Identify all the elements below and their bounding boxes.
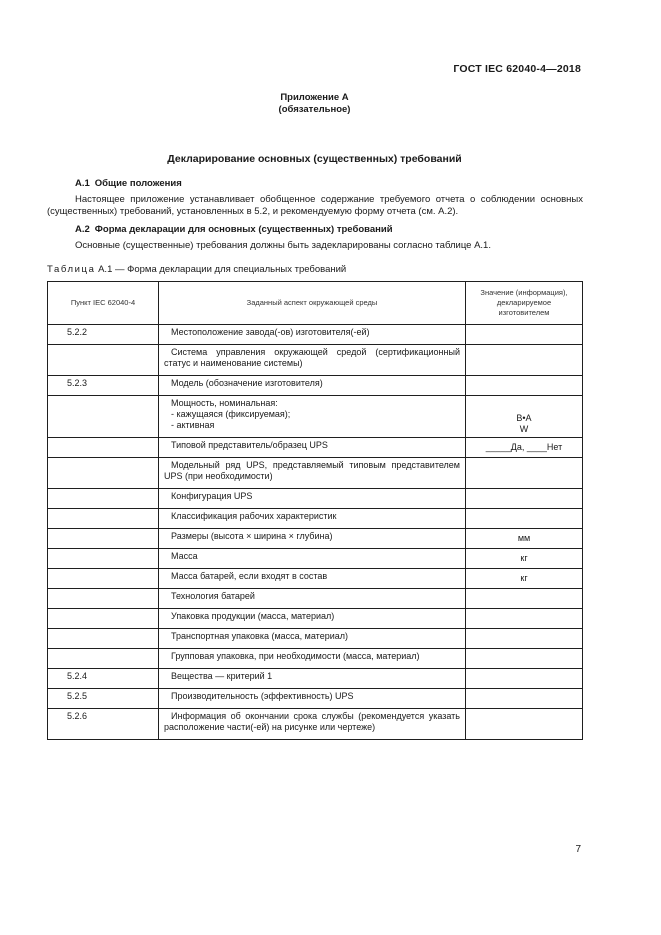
header-value: Значение (информация), декларируемое изготовителем bbox=[466, 282, 583, 325]
cell-clause bbox=[48, 529, 159, 549]
aspect-text: Групповая упаковка, при необходимости (масса, материал) bbox=[171, 651, 420, 661]
section-number: А.1 bbox=[75, 178, 90, 189]
aspect-text: Упаковка продукции (масса, материал) bbox=[171, 611, 335, 621]
section-number: А.2 bbox=[75, 224, 90, 235]
cell-clause bbox=[48, 345, 159, 376]
cell-value: кг bbox=[466, 569, 583, 589]
main-title: Декларирование основных (существенных) требований bbox=[167, 153, 462, 165]
annex-status: (обязательное) bbox=[278, 104, 351, 115]
aspect-text: Транспортная упаковка (масса, материал) bbox=[171, 631, 348, 641]
cell-value bbox=[466, 689, 583, 709]
cell-value bbox=[466, 376, 583, 396]
cell-value bbox=[466, 509, 583, 529]
cell-value: _____Да, ____Нет bbox=[466, 438, 583, 458]
cell-value: кг bbox=[466, 549, 583, 569]
aspect-text: Производительность (эффективность) UPS bbox=[171, 691, 354, 701]
page-number: 7 bbox=[575, 844, 581, 855]
table-caption bbox=[47, 264, 346, 275]
document-header: ГОСТ IEC 62040-4—2018 bbox=[453, 63, 581, 75]
declaration-table bbox=[47, 281, 583, 740]
cell-aspect bbox=[159, 396, 466, 438]
table-row bbox=[48, 549, 583, 569]
cell-clause bbox=[48, 438, 159, 458]
cell-aspect bbox=[159, 509, 466, 529]
aspect-text: Конфигурация UPS bbox=[171, 491, 253, 501]
aspect-text: Размеры (высота × ширина × глубина) bbox=[171, 531, 333, 541]
table-row bbox=[48, 489, 583, 509]
cell-clause bbox=[48, 549, 159, 569]
cell-aspect bbox=[159, 325, 466, 345]
table-row bbox=[48, 569, 583, 589]
aspect-text: Система управления окружающей средой (сертификационный статус и наименование системы) bbox=[164, 347, 460, 368]
aspect-text: Типовой представитель/образец UPS bbox=[171, 440, 328, 450]
cell-value: мм bbox=[466, 529, 583, 549]
cell-clause bbox=[48, 649, 159, 669]
cell-clause: 5.2.2 bbox=[48, 325, 159, 345]
cell-aspect bbox=[159, 669, 466, 689]
cell-value bbox=[466, 609, 583, 629]
aspect-text: Мощность, номинальная: - кажущаяся (фиксируемая); - активная bbox=[171, 398, 291, 430]
aspect-text: Классификация рабочих характеристик bbox=[171, 511, 337, 521]
cell-value bbox=[466, 489, 583, 509]
cell-clause bbox=[48, 396, 159, 438]
table-row bbox=[48, 438, 583, 458]
cell-aspect bbox=[159, 376, 466, 396]
cell-clause bbox=[48, 609, 159, 629]
table-caption-word: Таблица bbox=[47, 264, 96, 275]
table-row bbox=[48, 609, 583, 629]
cell-aspect bbox=[159, 589, 466, 609]
aspect-text: Модельный ряд UPS, представляемый типовым представителем UPS (при необходимости) bbox=[164, 460, 460, 481]
cell-value bbox=[466, 669, 583, 689]
cell-clause: 5.2.5 bbox=[48, 689, 159, 709]
section-heading-a1 bbox=[75, 178, 182, 189]
aspect-text: Информация об окончании срока службы (рекомендуется указать расположение части(-ей) на рисунке или чертеже) bbox=[164, 711, 460, 732]
cell-clause: 5.2.6 bbox=[48, 709, 159, 740]
section-title: Форма декларации для основных (существенных) требований bbox=[94, 224, 393, 235]
cell-clause: 5.2.4 bbox=[48, 669, 159, 689]
cell-aspect bbox=[159, 709, 466, 740]
cell-value bbox=[466, 589, 583, 609]
aspect-text: Технология батарей bbox=[171, 591, 255, 601]
cell-aspect bbox=[159, 438, 466, 458]
aspect-text: Модель (обозначение изготовителя) bbox=[171, 378, 323, 388]
header-clause: Пункт IEC 62040-4 bbox=[48, 282, 159, 325]
table-row bbox=[48, 396, 583, 438]
table-row bbox=[48, 589, 583, 609]
cell-aspect bbox=[159, 629, 466, 649]
cell-aspect bbox=[159, 609, 466, 629]
cell-clause bbox=[48, 489, 159, 509]
table-row bbox=[48, 345, 583, 376]
cell-aspect bbox=[159, 458, 466, 489]
cell-clause bbox=[48, 509, 159, 529]
section-title: Общие положения bbox=[94, 178, 182, 189]
table-row bbox=[48, 629, 583, 649]
cell-value bbox=[466, 458, 583, 489]
aspect-text: Вещества — критерий 1 bbox=[171, 671, 273, 681]
cell-clause bbox=[48, 589, 159, 609]
table-row bbox=[48, 376, 583, 396]
section-text-a2: Основные (существенные) требования должны быть задекларированы согласно таблице А.1. bbox=[75, 240, 491, 251]
table-row bbox=[48, 458, 583, 489]
cell-aspect bbox=[159, 689, 466, 709]
aspect-text: Местоположение завода(-ов) изготовителя(-ей) bbox=[171, 327, 370, 337]
table-row bbox=[48, 529, 583, 549]
header-aspect: Заданный аспект окружающей среды bbox=[159, 282, 466, 325]
cell-aspect bbox=[159, 649, 466, 669]
table-header-row bbox=[48, 282, 583, 325]
cell-value bbox=[466, 325, 583, 345]
cell-aspect bbox=[159, 529, 466, 549]
table-caption-text: А.1 — Форма декларации для специальных требований bbox=[98, 264, 347, 275]
section-heading-a2 bbox=[75, 224, 393, 235]
cell-clause bbox=[48, 458, 159, 489]
aspect-text: Масса батарей, если входят в состав bbox=[171, 571, 328, 581]
cell-clause: 5.2.3 bbox=[48, 376, 159, 396]
cell-aspect bbox=[159, 345, 466, 376]
cell-aspect bbox=[159, 569, 466, 589]
table-row bbox=[48, 689, 583, 709]
cell-value bbox=[466, 709, 583, 740]
cell-clause bbox=[48, 569, 159, 589]
table-row bbox=[48, 325, 583, 345]
table-row bbox=[48, 509, 583, 529]
section-text-a1: Настоящее приложение устанавливает обобщенное содержание требуемого отчета о соблюдении основных (существенных) требований, установленных в 5.2, и рекомендуемую форму отчета (см. А.2). bbox=[47, 194, 583, 217]
cell-value bbox=[466, 649, 583, 669]
aspect-text: Масса bbox=[171, 551, 198, 561]
cell-aspect bbox=[159, 489, 466, 509]
cell-value bbox=[466, 629, 583, 649]
cell-value bbox=[466, 345, 583, 376]
table-row bbox=[48, 709, 583, 740]
cell-clause bbox=[48, 629, 159, 649]
table-row bbox=[48, 669, 583, 689]
annex-title: Приложение А bbox=[280, 92, 349, 103]
cell-aspect bbox=[159, 549, 466, 569]
cell-value: В•А W bbox=[466, 396, 583, 438]
table-row bbox=[48, 649, 583, 669]
